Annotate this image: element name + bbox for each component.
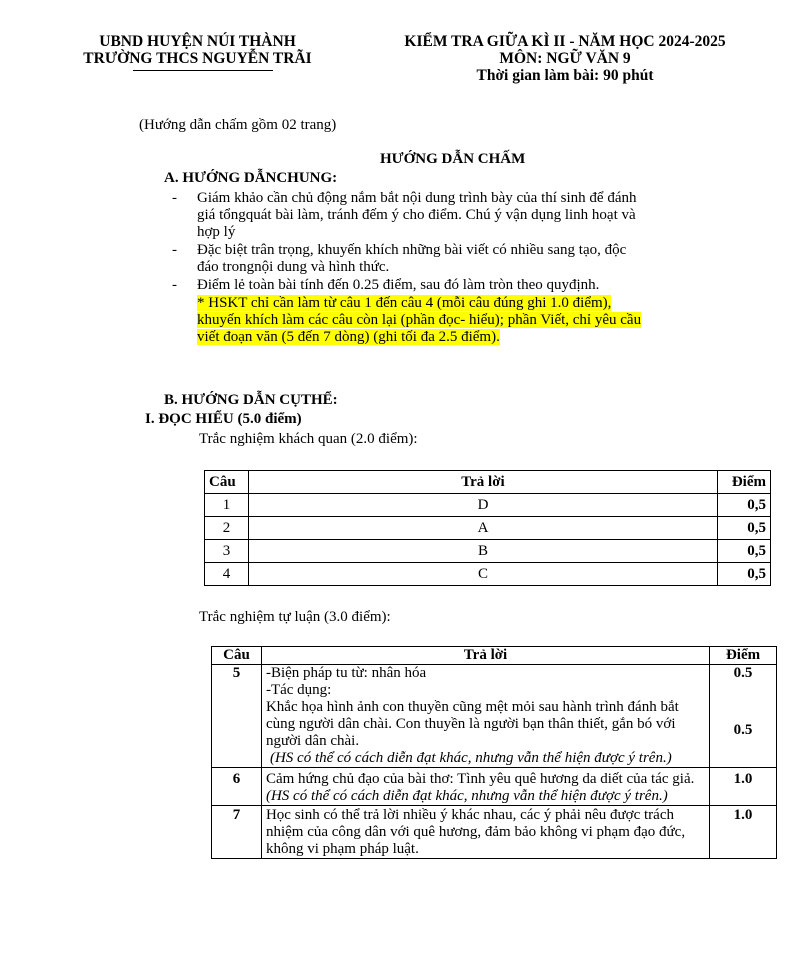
col-header-score: Điểm <box>718 471 771 494</box>
table-row <box>212 768 777 806</box>
score: 0,5 <box>718 517 771 540</box>
col-header-answer: Trả lời <box>261 647 709 665</box>
bullet-text: Giám khảo cần chủ động nắm bắt nội dung trình bày của thí sinh để đánh giá tổngquát bài làm, tránh đếm ý cho điểm. Chú ý vận dụng linh hoạt và hợp lý <box>197 190 637 240</box>
district-name: UBND HUYỆN NÚI THÀNH <box>99 33 296 50</box>
table-row <box>212 665 777 768</box>
highlighted-text: * HSKT chỉ cần làm từ câu 1 đến câu 4 (mỗi câu đúng ghi 1.0 điểm), khuyến khích làm các câu còn lại (phần đọc- hiểu); phần Viết, chỉ yêu cầu viết đoạn văn (5 đến 7 dòng) (ghi tối đa 2.5 điểm). <box>197 295 642 345</box>
question-number: 7 <box>212 806 262 859</box>
score: 0.5 <box>733 665 753 681</box>
section-b-title: B. HƯỚNG DẪN CỤTHỂ: <box>164 392 338 408</box>
question-number: 2 <box>205 517 249 540</box>
answer-cell <box>261 806 709 859</box>
page-note: (Hướng dẫn chấm gồm 02 trang) <box>139 117 337 133</box>
answer-note: (HS có thể có cách diễn đạt khác, nhưng vẫn thể hiện được ý trên.) <box>265 788 668 804</box>
table-row <box>205 563 771 586</box>
section-a-title: A. HƯỚNG DẪNCHUNG: <box>164 170 338 186</box>
list-item <box>167 242 667 276</box>
table-row <box>205 517 771 540</box>
score: 0,5 <box>718 494 771 517</box>
essay-label: Trắc nghiệm tự luận (3.0 điểm): <box>199 609 391 625</box>
answer-cell <box>261 665 709 768</box>
bullet-text: Điểm lẻ toàn bài tính đến 0.25 điểm, sau đó làm tròn theo quyđịnh. <box>197 277 600 293</box>
header-right <box>365 33 765 84</box>
list-item <box>167 277 667 294</box>
part-1-title: I. ĐỌC HIỂU (5.0 điểm) <box>145 411 302 427</box>
objective-label: Trắc nghiệm khách quan (2.0 điểm): <box>199 431 418 447</box>
essay-table <box>211 646 777 859</box>
exam-title: KIỂM TRA GIỮA KÌ II - NĂM HỌC 2024-2025 <box>404 33 726 50</box>
score: 0,5 <box>718 540 771 563</box>
col-header-question: Câu <box>205 471 249 494</box>
score: 0.5 <box>733 722 753 738</box>
section-a-bullets <box>167 190 667 346</box>
col-header-score: Điểm <box>710 647 777 665</box>
answer-note: (HS có thể có cách diễn đạt khác, nhưng vẫn thể hiện được ý trên.) <box>269 750 672 766</box>
answer: C <box>248 563 717 586</box>
hskt-note <box>167 295 652 346</box>
answer-line: -Tác dụng: <box>265 682 332 698</box>
col-header-answer: Trả lời <box>248 471 717 494</box>
list-item <box>167 190 667 241</box>
bullet-dash: - <box>172 242 177 258</box>
answer: A <box>248 517 717 540</box>
school-name: TRƯỜNG THCS NGUYỄN TRÃI <box>83 50 312 67</box>
question-number: 5 <box>212 665 262 768</box>
subject: MÔN: NGỮ VĂN 9 <box>499 50 631 67</box>
bullet-dash: - <box>172 190 177 206</box>
score: 1.0 <box>710 806 777 859</box>
bullet-text: Đặc biệt trân trọng, khuyến khích những bài viết có nhiều sang tạo, độc đáo trongnội dung và hình thức. <box>197 242 627 275</box>
bullet-dash: - <box>172 277 177 293</box>
table-header-row <box>212 647 777 665</box>
answer-line: -Biện pháp tu từ: nhân hóa <box>265 665 427 681</box>
col-header-question: Câu <box>212 647 262 665</box>
table-row <box>205 540 771 563</box>
objective-table <box>204 470 771 586</box>
score: 0,5 <box>718 563 771 586</box>
table-row <box>205 494 771 517</box>
score: 1.0 <box>710 768 777 806</box>
answer: B <box>248 540 717 563</box>
question-number: 4 <box>205 563 249 586</box>
header-left <box>60 33 335 67</box>
question-number: 6 <box>212 768 262 806</box>
answer-cell <box>261 768 709 806</box>
answer-line: Khắc họa hình ảnh con thuyền cũng mệt mỏi sau hành trình đánh bắt cùng người dân chài. Con thuyền là người bạn thân thiết, gắn bó với người dân chài. <box>265 699 679 749</box>
answer-line: Cảm hứng chủ đạo của bài thơ: Tình yêu quê hương da diết của tác giả. <box>265 771 695 787</box>
question-number: 1 <box>205 494 249 517</box>
answer: D <box>248 494 717 517</box>
duration: Thời gian làm bài: 90 phút <box>476 67 654 84</box>
table-row <box>212 806 777 859</box>
score-cell <box>710 665 777 768</box>
header-divider <box>133 70 273 71</box>
table-header-row <box>205 471 771 494</box>
question-number: 3 <box>205 540 249 563</box>
main-title: HƯỚNG DẪN CHẤM <box>380 151 526 167</box>
answer-line: Học sinh có thể trả lời nhiều ý khác nhau, các ý phải nêu được trách nhiệm của công dân với quê hương, đảm bảo không vi phạm đạo đức, không vi phạm pháp luật. <box>265 807 686 857</box>
